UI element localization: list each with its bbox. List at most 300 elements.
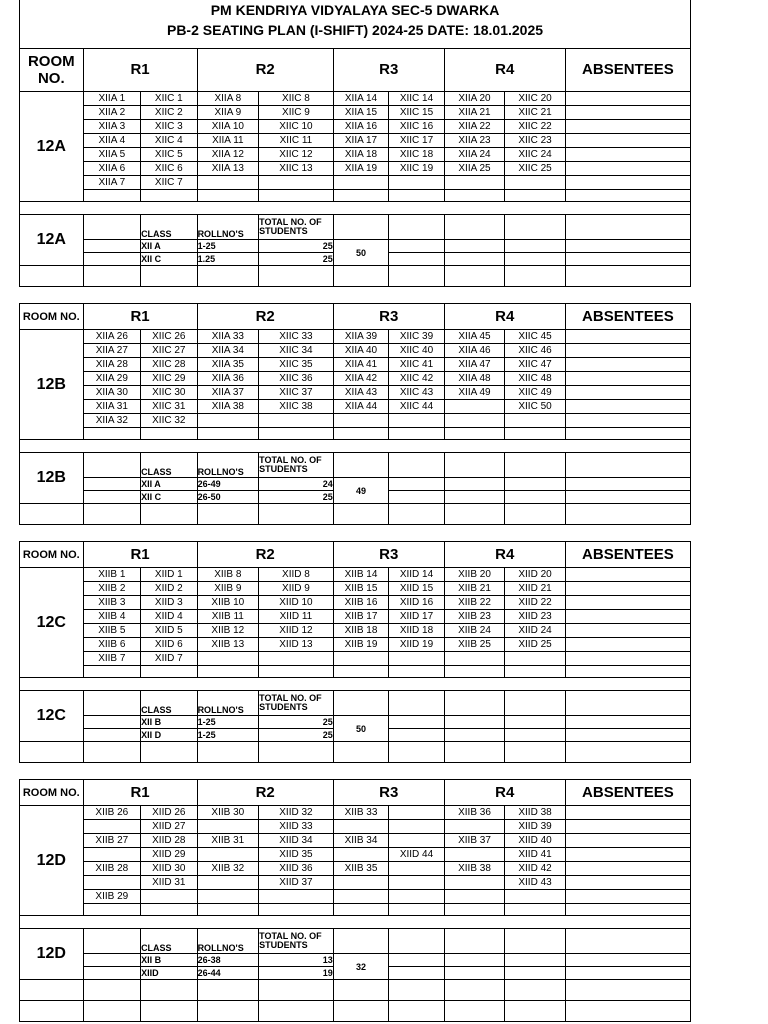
class-header: CLASS <box>141 691 198 716</box>
seat-cell: XIIA 26 <box>83 330 141 344</box>
seat-cell: XIIC 9 <box>259 106 334 120</box>
blank-cell <box>197 980 259 1001</box>
blank-cell <box>197 666 259 678</box>
blank-cell <box>389 504 444 525</box>
header-row <box>20 304 691 330</box>
blank-cell <box>389 190 444 202</box>
seat-cell: XIIC 34 <box>259 344 334 358</box>
seat-cell: XIID 33 <box>259 820 334 834</box>
seat-cell: XIIA 42 <box>333 372 388 386</box>
seat-cell: XIIC 36 <box>259 372 334 386</box>
blank-cell <box>197 904 259 916</box>
blank-cell <box>83 666 141 678</box>
seat-cell: XIIA 39 <box>333 330 388 344</box>
seat-cell: XIID 41 <box>505 848 566 862</box>
table-row <box>20 624 691 638</box>
seat-cell: XIIB 13 <box>197 638 259 652</box>
blank-cell <box>197 266 259 287</box>
seat-cell: XIID 17 <box>389 610 444 624</box>
seat-cell: XIIB 7 <box>83 652 141 666</box>
summary-table <box>19 928 691 1022</box>
room-total: 32 <box>333 954 388 980</box>
seat-cell <box>505 414 566 428</box>
summary-class: XII D <box>141 729 198 742</box>
seat-cell <box>333 414 388 428</box>
seat-cell: XIIC 2 <box>141 106 198 120</box>
blank-row <box>20 904 691 916</box>
seat-cell: XIIA 29 <box>83 372 141 386</box>
seating-table <box>19 48 691 202</box>
seat-cell: XIIC 16 <box>389 120 444 134</box>
table-row <box>20 414 691 428</box>
blank-cell <box>83 929 141 954</box>
seat-cell <box>197 848 259 862</box>
section-spacer <box>19 678 691 690</box>
seat-cell: XIIC 19 <box>389 162 444 176</box>
seat-cell <box>197 820 259 834</box>
summary-rollnos: 26-44 <box>197 967 259 980</box>
seat-cell: XIIA 46 <box>444 344 505 358</box>
seat-cell: XIIB 27 <box>83 834 141 848</box>
seating-table <box>19 541 691 678</box>
blank-cell <box>20 266 84 287</box>
blank-cell <box>141 904 198 916</box>
absentee-cell <box>565 414 690 428</box>
summary-class: XII A <box>141 478 198 491</box>
seat-cell <box>389 414 444 428</box>
blank-row <box>20 266 691 287</box>
seat-cell: XIIA 37 <box>197 386 259 400</box>
absentee-cell <box>565 120 690 134</box>
absentee-cell <box>565 358 690 372</box>
room-total: 50 <box>333 716 388 742</box>
seat-cell: XIIB 6 <box>83 638 141 652</box>
seat-cell: XIIB 29 <box>83 890 141 904</box>
seat-cell: XIID 39 <box>505 820 566 834</box>
table-row <box>20 148 691 162</box>
blank-cell <box>444 428 505 440</box>
blank-cell <box>197 428 259 440</box>
seat-cell: XIIA 28 <box>83 358 141 372</box>
blank-cell <box>505 967 566 980</box>
seat-cell <box>333 890 388 904</box>
absentee-cell <box>565 148 690 162</box>
seat-cell: XIIB 2 <box>83 582 141 596</box>
table-row <box>20 176 691 190</box>
room-label: 12D <box>20 929 84 980</box>
summary-count: 13 <box>259 954 334 967</box>
blank-cell <box>565 929 690 954</box>
seat-cell: XIID 42 <box>505 862 566 876</box>
seat-cell: XIIB 17 <box>333 610 388 624</box>
seat-cell: XIIB 9 <box>197 582 259 596</box>
absentee-cell <box>565 806 690 820</box>
table-row <box>20 358 691 372</box>
table-row <box>20 162 691 176</box>
absentee-cell <box>565 106 690 120</box>
room-label: 12A <box>20 215 84 266</box>
blank-cell <box>444 215 505 240</box>
table-row <box>20 344 691 358</box>
blank-cell <box>197 742 259 763</box>
seat-cell: XIID 10 <box>259 596 334 610</box>
blank-row <box>20 428 691 440</box>
blank-cell <box>333 929 388 954</box>
summary-count: 25 <box>259 253 334 266</box>
seat-cell: XIIA 21 <box>444 106 505 120</box>
row-r3-header: R3 <box>333 780 444 806</box>
seat-cell: XIIA 24 <box>444 148 505 162</box>
blank-cell <box>259 980 334 1001</box>
blank-cell <box>83 478 141 491</box>
blank-cell <box>505 478 566 491</box>
seating-table <box>19 303 691 440</box>
row-r3-header: R3 <box>333 304 444 330</box>
seat-cell: XIIC 8 <box>259 92 334 106</box>
table-row <box>20 120 691 134</box>
seat-cell: XIIB 35 <box>333 862 388 876</box>
seat-cell <box>444 848 505 862</box>
table-row <box>20 862 691 876</box>
seat-cell: XIIB 1 <box>83 568 141 582</box>
row-r1-header: R1 <box>83 542 197 568</box>
row-r4-header: R4 <box>444 542 565 568</box>
seat-cell: XIID 21 <box>505 582 566 596</box>
seat-cell: XIID 8 <box>259 568 334 582</box>
absentee-cell <box>565 92 690 106</box>
blank-cell <box>505 266 566 287</box>
seat-cell: XIIC 39 <box>389 330 444 344</box>
seat-cell: XIIC 40 <box>389 344 444 358</box>
title-block <box>19 0 691 48</box>
room-label: 12B <box>20 453 84 504</box>
seat-cell: XIIC 21 <box>505 106 566 120</box>
seat-cell: XIIA 20 <box>444 92 505 106</box>
seat-cell <box>259 176 334 190</box>
blank-cell <box>259 904 334 916</box>
absentee-cell <box>565 400 690 414</box>
seat-cell: XIID 36 <box>259 862 334 876</box>
absentee-cell <box>565 652 690 666</box>
seat-cell: XIIC 49 <box>505 386 566 400</box>
seat-cell: XIIC 50 <box>505 400 566 414</box>
blank-cell <box>565 980 690 1001</box>
seat-cell: XIID 28 <box>141 834 198 848</box>
seat-cell: XIID 27 <box>141 820 198 834</box>
blank-cell <box>444 190 505 202</box>
blank-row <box>20 190 691 202</box>
seat-cell <box>444 400 505 414</box>
summary-row <box>20 240 691 253</box>
seat-cell: XIIB 19 <box>333 638 388 652</box>
seat-cell: XIIA 9 <box>197 106 259 120</box>
table-row <box>20 820 691 834</box>
seat-cell: XIIA 44 <box>333 400 388 414</box>
blank-cell <box>444 504 505 525</box>
seat-cell: XIIB 36 <box>444 806 505 820</box>
blank-cell <box>444 691 505 716</box>
summary-row <box>20 478 691 491</box>
seat-cell <box>389 820 444 834</box>
seat-cell: XIIA 48 <box>444 372 505 386</box>
blank-cell <box>389 716 444 729</box>
absentee-cell <box>565 582 690 596</box>
blank-cell <box>83 1001 141 1022</box>
seat-cell <box>333 820 388 834</box>
table-row <box>20 134 691 148</box>
blank-cell <box>83 253 141 266</box>
blank-cell <box>505 240 566 253</box>
blank-cell <box>83 967 141 980</box>
seat-cell: XIID 6 <box>141 638 198 652</box>
blank-cell <box>333 904 388 916</box>
absentees-header: ABSENTEES <box>565 49 690 92</box>
seat-cell: XIID 3 <box>141 596 198 610</box>
seat-cell: XIIC 22 <box>505 120 566 134</box>
seat-cell <box>389 834 444 848</box>
blank-cell <box>20 1001 84 1022</box>
blank-cell <box>83 190 141 202</box>
row-r1-header: R1 <box>83 49 197 92</box>
seat-cell: XIIA 14 <box>333 92 388 106</box>
seat-cell: XIIA 45 <box>444 330 505 344</box>
blank-cell <box>141 266 198 287</box>
seat-cell: XIIA 49 <box>444 386 505 400</box>
seat-cell: XIIC 44 <box>389 400 444 414</box>
summary-header-row <box>20 215 691 240</box>
row-r2-header: R2 <box>197 304 333 330</box>
summary-table <box>19 452 691 525</box>
seat-cell: XIID 18 <box>389 624 444 638</box>
blank-cell <box>505 253 566 266</box>
seat-cell: XIIB 34 <box>333 834 388 848</box>
summary-count: 19 <box>259 967 334 980</box>
plan-title: PB-2 SEATING PLAN (I-SHIFT) 2024-25 DATE: 18.01.2025 <box>166 22 544 38</box>
summary-class: XII B <box>141 716 198 729</box>
room-total: 50 <box>333 240 388 266</box>
summary-header-row <box>20 929 691 954</box>
seat-cell: XIIC 46 <box>505 344 566 358</box>
seat-cell: XIIC 18 <box>389 148 444 162</box>
blank-cell <box>83 954 141 967</box>
blank-cell <box>259 666 334 678</box>
summary-rollnos: 26-49 <box>197 478 259 491</box>
seat-cell <box>389 862 444 876</box>
room-label: 12C <box>20 691 84 742</box>
blank-cell <box>333 691 388 716</box>
row-r4-header: R4 <box>444 49 565 92</box>
blank-cell <box>389 904 444 916</box>
seat-cell: XIID 14 <box>389 568 444 582</box>
table-row <box>20 876 691 890</box>
absentee-cell <box>565 596 690 610</box>
seating-table <box>19 779 691 916</box>
summary-count: 25 <box>259 491 334 504</box>
seat-cell: XIIA 4 <box>83 134 141 148</box>
seat-cell <box>333 876 388 890</box>
seat-cell: XIIC 26 <box>141 330 198 344</box>
seat-cell: XIID 16 <box>389 596 444 610</box>
seat-cell: XIIC 48 <box>505 372 566 386</box>
blank-row <box>20 504 691 525</box>
seat-cell: XIIA 16 <box>333 120 388 134</box>
table-row <box>20 610 691 624</box>
seat-cell: XIID 30 <box>141 862 198 876</box>
blank-cell <box>505 666 566 678</box>
blank-cell <box>505 428 566 440</box>
blank-cell <box>565 215 690 240</box>
blank-cell <box>389 215 444 240</box>
absentee-cell <box>565 568 690 582</box>
seat-cell <box>444 876 505 890</box>
seat-cell: XIIB 8 <box>197 568 259 582</box>
seat-cell: XIIC 29 <box>141 372 198 386</box>
class-header: CLASS <box>141 453 198 478</box>
seat-cell <box>259 414 334 428</box>
blank-cell <box>141 1001 198 1022</box>
absentee-cell <box>565 162 690 176</box>
header-row <box>20 780 691 806</box>
absentee-cell <box>565 176 690 190</box>
seat-cell <box>389 806 444 820</box>
seat-cell: XIIB 12 <box>197 624 259 638</box>
seat-cell: XIIB 3 <box>83 596 141 610</box>
seat-cell: XIID 35 <box>259 848 334 862</box>
blank-cell <box>565 491 690 504</box>
blank-cell <box>444 240 505 253</box>
blank-row <box>20 980 691 1001</box>
blank-cell <box>197 190 259 202</box>
seat-cell: XIIC 38 <box>259 400 334 414</box>
rollnos-header: ROLLNO'S <box>197 691 259 716</box>
seat-cell: XIID 32 <box>259 806 334 820</box>
seat-cell: XIIA 47 <box>444 358 505 372</box>
room-no-header: ROOM NO. <box>20 49 84 92</box>
seat-cell: XIIB 24 <box>444 624 505 638</box>
blank-cell <box>389 929 444 954</box>
seat-cell: XIIA 30 <box>83 386 141 400</box>
seat-cell: XIIA 5 <box>83 148 141 162</box>
seat-cell: XIIC 30 <box>141 386 198 400</box>
blank-cell <box>83 904 141 916</box>
table-row <box>20 582 691 596</box>
seat-cell: XIID 44 <box>389 848 444 862</box>
seat-cell <box>259 890 334 904</box>
seat-cell: XIIC 31 <box>141 400 198 414</box>
blank-cell <box>333 190 388 202</box>
blank-cell <box>141 980 198 1001</box>
total-students-header: TOTAL NO. OF STUDENTS <box>259 929 334 954</box>
blank-cell <box>565 954 690 967</box>
seat-cell: XIIA 31 <box>83 400 141 414</box>
table-row <box>20 568 691 582</box>
room-label: 12D <box>20 806 84 916</box>
seat-cell: XIID 5 <box>141 624 198 638</box>
summary-row <box>20 954 691 967</box>
seat-cell: XIIB 25 <box>444 638 505 652</box>
blank-cell <box>83 453 141 478</box>
blank-cell <box>197 1001 259 1022</box>
table-row <box>20 330 691 344</box>
blank-cell <box>444 929 505 954</box>
seat-cell: XIIA 13 <box>197 162 259 176</box>
blank-cell <box>565 266 690 287</box>
table-row <box>20 372 691 386</box>
blank-cell <box>20 980 84 1001</box>
seat-cell: XIIA 17 <box>333 134 388 148</box>
blank-cell <box>333 504 388 525</box>
blank-cell <box>83 742 141 763</box>
seat-cell: XIID 4 <box>141 610 198 624</box>
blank-cell <box>83 716 141 729</box>
seat-cell: XIID 43 <box>505 876 566 890</box>
absentee-cell <box>565 610 690 624</box>
seat-cell <box>333 652 388 666</box>
blank-cell <box>141 742 198 763</box>
seat-cell: XIIC 27 <box>141 344 198 358</box>
table-row <box>20 834 691 848</box>
seat-cell: XIIB 30 <box>197 806 259 820</box>
seat-cell: XIID 24 <box>505 624 566 638</box>
blank-cell <box>389 954 444 967</box>
row-r4-header: R4 <box>444 304 565 330</box>
summary-table <box>19 690 691 763</box>
section-gap <box>19 525 691 541</box>
seat-cell: XIIC 12 <box>259 148 334 162</box>
blank-cell <box>565 666 690 678</box>
seat-cell: XIID 25 <box>505 638 566 652</box>
blank-cell <box>259 504 334 525</box>
absentee-cell <box>565 876 690 890</box>
seat-cell: XIIC 45 <box>505 330 566 344</box>
blank-cell <box>83 428 141 440</box>
absentee-cell <box>565 848 690 862</box>
seat-cell: XIIC 35 <box>259 358 334 372</box>
blank-cell <box>505 453 566 478</box>
seat-cell: XIIB 32 <box>197 862 259 876</box>
seat-cell: XIIB 14 <box>333 568 388 582</box>
blank-cell <box>444 666 505 678</box>
blank-cell <box>565 478 690 491</box>
blank-cell <box>565 428 690 440</box>
total-students-header: TOTAL NO. OF STUDENTS <box>259 215 334 240</box>
summary-rollnos: 1-25 <box>197 240 259 253</box>
blank-cell <box>389 742 444 763</box>
total-students-header: TOTAL NO. OF STUDENTS <box>259 691 334 716</box>
blank-row <box>20 742 691 763</box>
blank-cell <box>389 691 444 716</box>
blank-cell <box>141 504 198 525</box>
blank-cell <box>83 215 141 240</box>
blank-cell <box>141 190 198 202</box>
blank-cell <box>444 980 505 1001</box>
blank-cell <box>83 491 141 504</box>
room-sections <box>19 48 691 1022</box>
summary-class: XIID <box>141 967 198 980</box>
seat-cell: XIIB 23 <box>444 610 505 624</box>
blank-cell <box>444 729 505 742</box>
room-no-header: ROOM NO. <box>20 304 84 330</box>
summary-header-row <box>20 453 691 478</box>
seat-cell <box>389 890 444 904</box>
blank-cell <box>83 266 141 287</box>
blank-cell <box>333 980 388 1001</box>
absentee-cell <box>565 386 690 400</box>
seat-cell: XIIA 2 <box>83 106 141 120</box>
seat-cell: XIIA 3 <box>83 120 141 134</box>
blank-cell <box>565 904 690 916</box>
blank-cell <box>141 428 198 440</box>
